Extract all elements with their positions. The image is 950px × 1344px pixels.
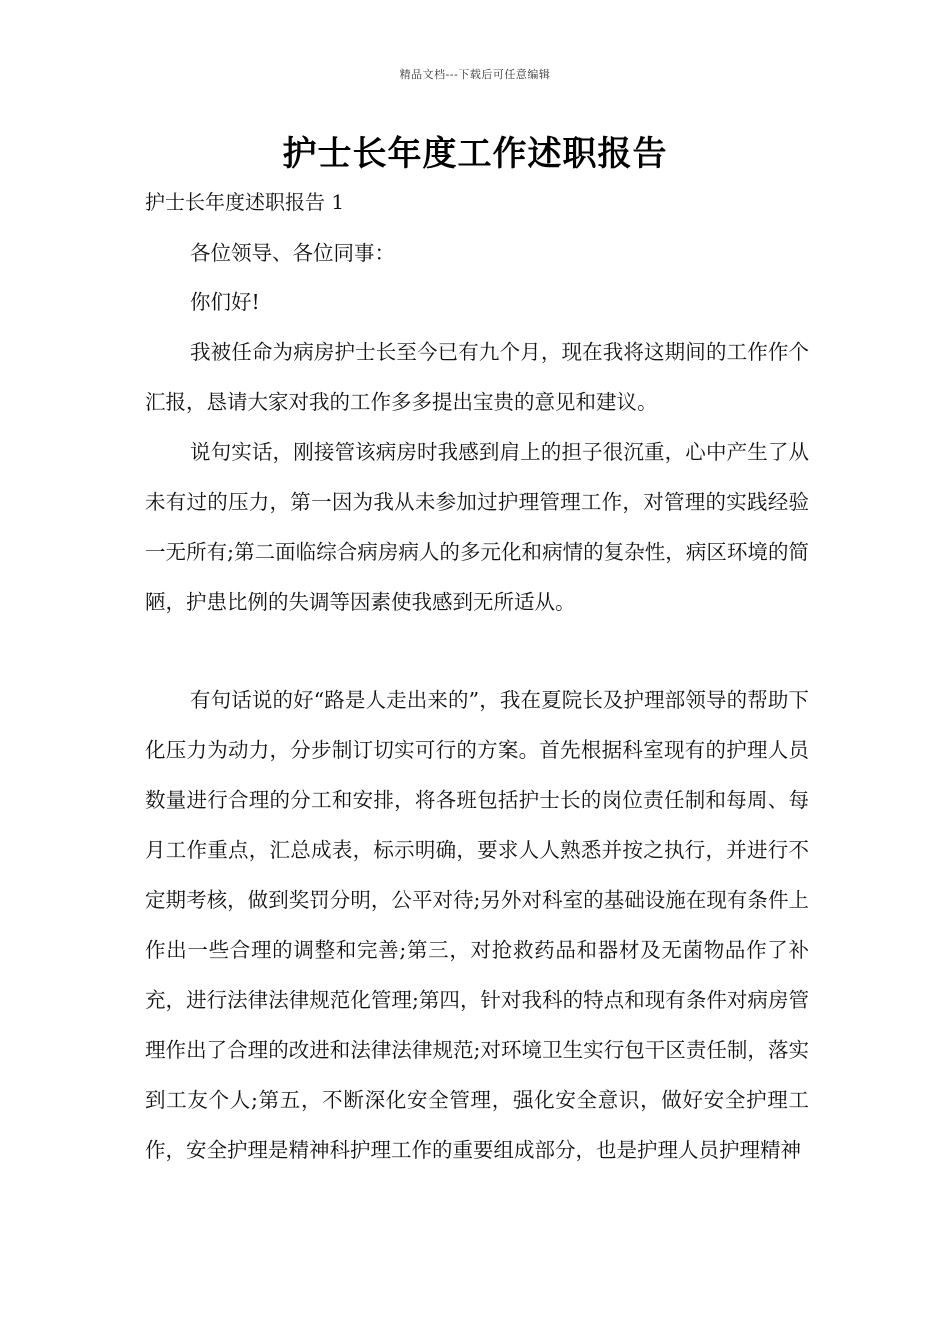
greeting-block <box>145 228 809 278</box>
document-title: 护士长年度工作述职报告 <box>282 134 668 174</box>
measures-block <box>145 675 809 1175</box>
salutation-paragraph: 你们好! <box>190 290 260 314</box>
measures-paragraph: 有句话说的好“路是人走出来的”，我在夏院长及护理部领导的帮助下化压力为动力，分步制订切实可行的方案。首先根据科室现有的护理人员数量进行合理的分工和安排，将各班包括护士长的岗位责任制和每周、每月工作重点，汇总成表，标示明确，要求人人熟悉并按之执行，并进行不定期考核，做到奖罚分明，公平对待;另外对科室的基础设施在现有条件上作出一些合理的调整和完善;第三，对抢救药品和器材及无菌物品作了补充，进行法律法律规范化管理;第四，针对我科的特点和现有条件对病房管理作出了合理的改进和法律法律规范;对环境卫生实行包干区责任制，落实到工友个人;第五，不断深化安全管理，强化安全意识，做好安全护理工作，安全护理是精神科护理工作的重要组成部分，也是护理人员护理精神 <box>145 688 809 1162</box>
section-heading: 护士长年度述职报告 1 <box>145 190 345 214</box>
greeting-paragraph: 各位领导、各位同事： <box>190 241 395 265</box>
intro-block <box>145 327 809 427</box>
salutation-block <box>145 277 809 327</box>
header-note: 精品文档---下载后可任意编辑 <box>399 68 551 81</box>
pressure-paragraph: 说句实话，刚接管该病房时我感到肩上的担子很沉重，心中产生了从未有过的压力，第一因为我从未参加过护理管理工作，对管理的实践经验一无所有;第二面临综合病房病人的多元化和病情的复杂性，病区环境的简陋，护患比例的失调等因素使我感到无所适从。 <box>145 440 809 614</box>
pressure-block <box>145 427 809 627</box>
intro-paragraph: 我被任命为病房护士长至今已有九个月，现在我将这期间的工作作个汇报，恳请大家对我的工作多多提出宝贵的意见和建议。 <box>145 340 809 414</box>
